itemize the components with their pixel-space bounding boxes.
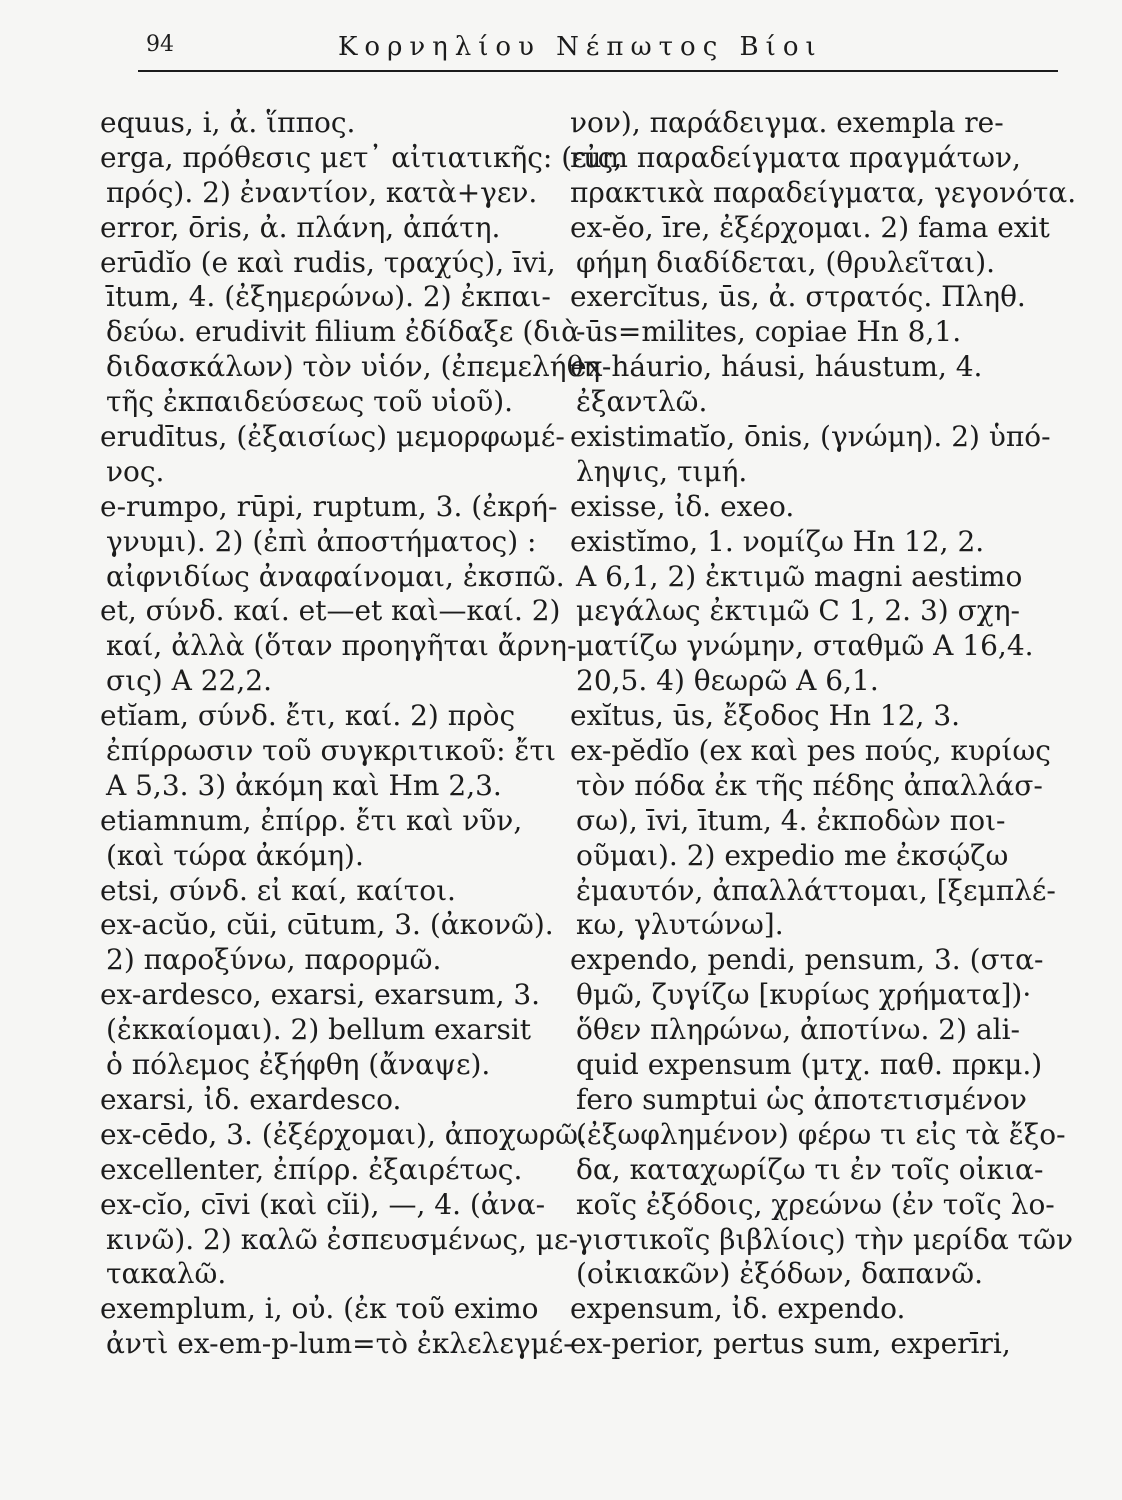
dictionary-line: quid expensum (μτχ. παθ. πρκμ.) <box>576 1048 1043 1082</box>
dictionary-line: κινῶ). 2) καλῶ ἐσπευσμένως, με- <box>106 1222 578 1256</box>
dictionary-line: exemplum, i, οὐ. (ἐκ τοῦ eximo <box>100 1292 539 1326</box>
dictionary-line: exercĭtus, ūs, ἀ. στρατός. Πληθ. <box>570 280 1026 314</box>
dictionary-line: 2) παροξύνω, παρορμῶ. <box>106 943 442 977</box>
left-column <box>100 106 623 1362</box>
dictionary-line: οῦμαι). 2) expedio me ἐκσῴζω <box>576 838 1009 872</box>
page-number: 94 <box>146 32 174 57</box>
dictionary-line: rum παραδείγματα πραγμάτων, <box>570 140 1021 174</box>
dictionary-line: expensum, ἰδ. expendo. <box>570 1292 906 1326</box>
dictionary-line: ὁ πόλεμος ἐξήφθη (ἄναψε). <box>106 1048 491 1082</box>
dictionary-line: ex-ĕo, īre, ἐξέρχομαι. 2) fama exit <box>570 210 1050 244</box>
dictionary-line: ītum, 4. (ἐξημερώνω). 2) ἐκπαι- <box>106 280 551 314</box>
dictionary-line: exisse, ἰδ. exeo. <box>570 489 795 523</box>
dictionary-line: μεγάλως ἐκτιμῶ C 1, 2. 3) σχη- <box>576 594 1020 628</box>
dictionary-line: αἰφνιδίως ἀναφαίνομαι, ἐκσπῶ. <box>106 559 565 593</box>
dictionary-line: ἀντὶ ex-em-p-lum=τὸ ἐκλελεγμέ- <box>106 1327 573 1361</box>
dictionary-line: φήμη διαδίδεται, (θρυλεῖται). <box>576 245 996 279</box>
dictionary-line: διδασκάλων) τὸν υἱόν, (ἐπεμελήθη <box>106 350 601 384</box>
dictionary-line: erūdĭo (e καὶ rudis, τραχύς), īvi, <box>100 245 556 279</box>
dictionary-line: ex-acŭo, cŭi, cūtum, 3. (ἀκονῶ). <box>100 908 554 942</box>
dictionary-line: δα, καταχωρίζω τι ἐν τοῖς οἰκια- <box>576 1152 1044 1186</box>
dictionary-line: e-rumpo, rūpi, ruptum, 3. (ἐκρή- <box>100 489 558 523</box>
dictionary-line: ἐπίρρωσιν τοῦ συγκριτικοῦ: ἔτι <box>106 734 556 768</box>
dictionary-line: (ἐκκαίομαι). 2) bellum exarsit <box>106 1013 532 1047</box>
dictionary-line: etiamnum, ἐπίρρ. ἔτι καὶ νῦν, <box>100 803 523 837</box>
dictionary-line: σις) A 22,2. <box>106 664 272 698</box>
dictionary-line: ἐμαυτόν, ἀπαλλάττομαι, [ξεμπλέ- <box>576 873 1056 907</box>
page-header <box>138 30 1058 72</box>
dictionary-line: πρακτικὰ παραδείγματα, γεγονότα. <box>570 175 1077 209</box>
dictionary-line: ὅθεν πληρώνω, ἀποτίνω. 2) ali- <box>576 1013 1021 1047</box>
dictionary-line: πρός). 2) ἐναντίον, κατὰ+γεν. <box>106 175 538 209</box>
dictionary-line: (οἰκιακῶν) ἐξόδων, δαπανῶ. <box>576 1257 983 1291</box>
dictionary-line: equus, i, ἀ. ἵππος. <box>100 106 356 139</box>
dictionary-line: καί, ἀλλὰ (ὅταν προηγῆται ἄρνη- <box>106 629 577 663</box>
dictionary-line: γιστικοῖς βιβλίοις) τὴν μερίδα τῶν <box>576 1222 1073 1256</box>
dictionary-line: (καὶ τώρα ἀκόμη). <box>106 838 364 872</box>
dictionary-line: existĭmo, 1. νομίζω Hn 12, 2. <box>570 524 985 558</box>
dictionary-line: A 5,3. 3) ἀκόμη καὶ Hm 2,3. <box>106 768 502 802</box>
dictionary-line: τῆς ἐκπαιδεύσεως τοῦ υἱοῦ). <box>106 385 514 419</box>
running-title: Κορνηλίου Νέπωτος Βίοι <box>338 32 823 62</box>
dictionary-line: expendo, pendi, pensum, 3. (στα- <box>570 943 1044 977</box>
dictionary-line: τακαλῶ. <box>106 1257 227 1291</box>
dictionary-line: τὸν πόδα ἐκ τῆς πέδης ἀπαλλάσ- <box>576 768 1043 802</box>
dictionary-line: γνυμι). 2) (ἐπὶ ἀποστήματος) : <box>106 524 537 558</box>
dictionary-line: ex-ardesco, exarsi, exarsum, 3. <box>100 978 541 1012</box>
dictionary-line: erudītus, (ἐξαισίως) μεμορφωμέ- <box>100 420 565 454</box>
dictionary-line: et, σύνδ. καί. et—et καὶ—καί. 2) <box>100 594 561 628</box>
dictionary-line: exĭtus, ūs, ἔξοδος Hn 12, 3. <box>570 699 961 733</box>
dictionary-line: ex-cēdo, 3. (ἐξέρχομαι), ἀποχωρῶ. <box>100 1117 587 1151</box>
dictionary-line: νος. <box>106 454 165 488</box>
dictionary-line: excellenter, ἐπίρρ. ἐξαιρέτως. <box>100 1152 523 1186</box>
dictionary-line: ληψις, τιμή. <box>576 454 748 488</box>
dictionary-line: (ἐξωφλημένον) φέρω τι εἰς τὰ ἔξο- <box>576 1117 1066 1151</box>
dictionary-line: κω, γλυτώνω]. <box>576 908 784 942</box>
dictionary-line: existimatĭo, ōnis, (γνώμη). 2) ὑπό- <box>570 420 1051 454</box>
dictionary-line: ex-pĕdĭo (ex καὶ pes πούς, κυρίως <box>570 734 1051 768</box>
dictionary-line: δεύω. erudivit filium ἐδίδαξε (διὰ <box>106 315 581 349</box>
dictionary-line: ματίζω γνώμην, σταθμῶ A 16,4. <box>576 629 1034 663</box>
dictionary-line: erga, πρόθεσις μετ᾽ αἰτιατικῆς: (εἰς, <box>100 140 623 174</box>
dictionary-line: θμῶ, ζυγίζω [κυρίως χρήματα])· <box>576 978 1032 1012</box>
dictionary-line: ex-cĭo, cīvi (καὶ cĭi), —, 4. (ἀνα- <box>100 1187 546 1221</box>
dictionary-line: ex-perior, pertus sum, experīri, <box>570 1327 1011 1361</box>
dictionary-line: A 6,1, 2) ἐκτιμῶ magni aestimo <box>576 559 1023 593</box>
dictionary-line: etĭam, σύνδ. ἔτι, καί. 2) πρὸς <box>100 699 516 733</box>
dictionary-line: σω), īvi, ītum, 4. ἐκποδὼν ποι- <box>576 803 1006 837</box>
dictionary-line: ἐξαντλῶ. <box>576 385 708 419</box>
dictionary-line: etsi, σύνδ. εἰ καί, καίτοι. <box>100 873 456 907</box>
dictionary-line: error, ōris, ἀ. πλάνη, ἀπάτη. <box>100 210 501 244</box>
dictionary-line: ex-háurio, háusi, háustum, 4. <box>570 350 983 384</box>
dictionary-line: exarsi, ἰδ. exardesco. <box>100 1082 402 1116</box>
dictionary-line: fero sumptui ὡς ἀποτετισμένον <box>576 1082 1027 1116</box>
dictionary-line: -ūs=milites, copiae Hn 8,1. <box>576 315 962 349</box>
dictionary-line: νον), παράδειγμα. exempla re- <box>570 106 1004 139</box>
right-column <box>570 106 1077 1362</box>
dictionary-line: 20,5. 4) θεωρῶ A 6,1. <box>576 664 879 698</box>
dictionary-line: κοῖς ἐξόδοις, χρεώνω (ἐν τοῖς λο- <box>576 1187 1055 1221</box>
